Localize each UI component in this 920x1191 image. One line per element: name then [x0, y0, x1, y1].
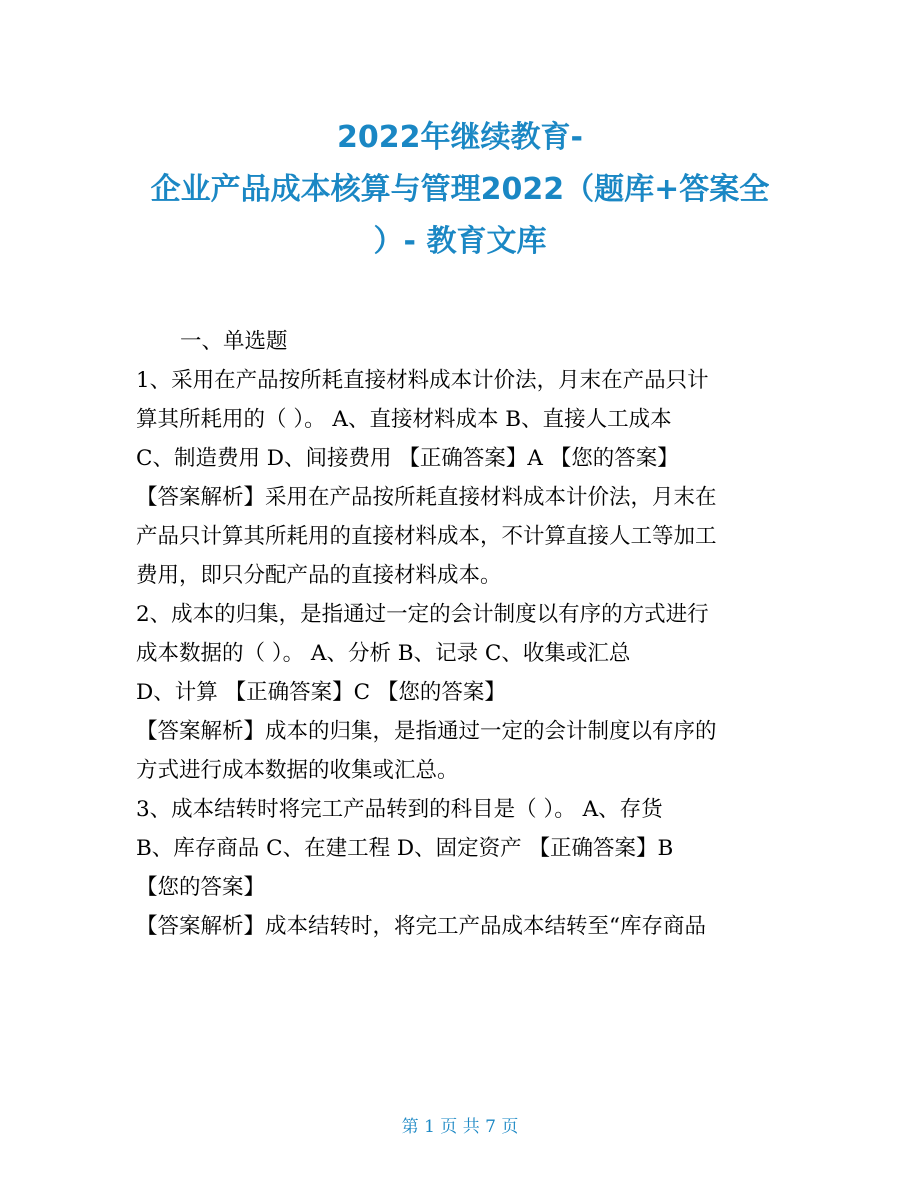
body-line: B、库存商品 C、在建工程 D、固定资产 【正确答案】B: [136, 836, 674, 861]
body-line: 算其所耗用的（ ）。 A、直接材料成本 B、直接人工成本: [136, 407, 672, 432]
section-heading: 一、单选题: [180, 329, 288, 354]
body-line: 【答案解析】成本结转时，将完工产品成本结转至“库存商品: [136, 914, 706, 939]
body-line: D、计算 【正确答案】C 【您的答案】: [136, 680, 506, 705]
body-line: 2、成本的归集，是指通过一定的会计制度以有序的方式进行: [136, 602, 709, 627]
document-title: [110, 112, 810, 268]
body-line: 3、成本结转时将完工产品转到的科目是（ ）。 A、存货: [136, 797, 663, 822]
body-line: 费用，即只分配产品的直接材料成本。: [136, 563, 502, 588]
body-line: C、制造费用 D、间接费用 【正确答案】A 【您的答案】: [136, 446, 679, 471]
body-line: 方式进行成本数据的收集或汇总。: [136, 758, 459, 783]
body-line: 产品只计算其所耗用的直接材料成本，不计算直接人工等加工: [136, 524, 717, 549]
body-line: 【答案解析】采用在产品按所耗直接材料成本计价法，月末在: [136, 485, 717, 510]
body-line: 【您的答案】: [136, 875, 266, 900]
title-line-3: ）- 教育文库: [373, 224, 547, 259]
title-line-1: 2022年继续教育-: [337, 120, 583, 155]
title-line-2: 企业产品成本核算与管理2022（题库+答案全: [150, 172, 770, 207]
document-body: [136, 322, 796, 946]
body-line: 1、采用在产品按所耗直接材料成本计价法，月末在产品只计: [136, 368, 709, 393]
body-line: 【答案解析】成本的归集，是指通过一定的会计制度以有序的: [136, 719, 717, 744]
page-footer: 第 1 页 共 7 页: [401, 1117, 519, 1137]
body-line: 成本数据的（ ）。 A、分析 B、记录 C、收集或汇总: [136, 641, 631, 666]
